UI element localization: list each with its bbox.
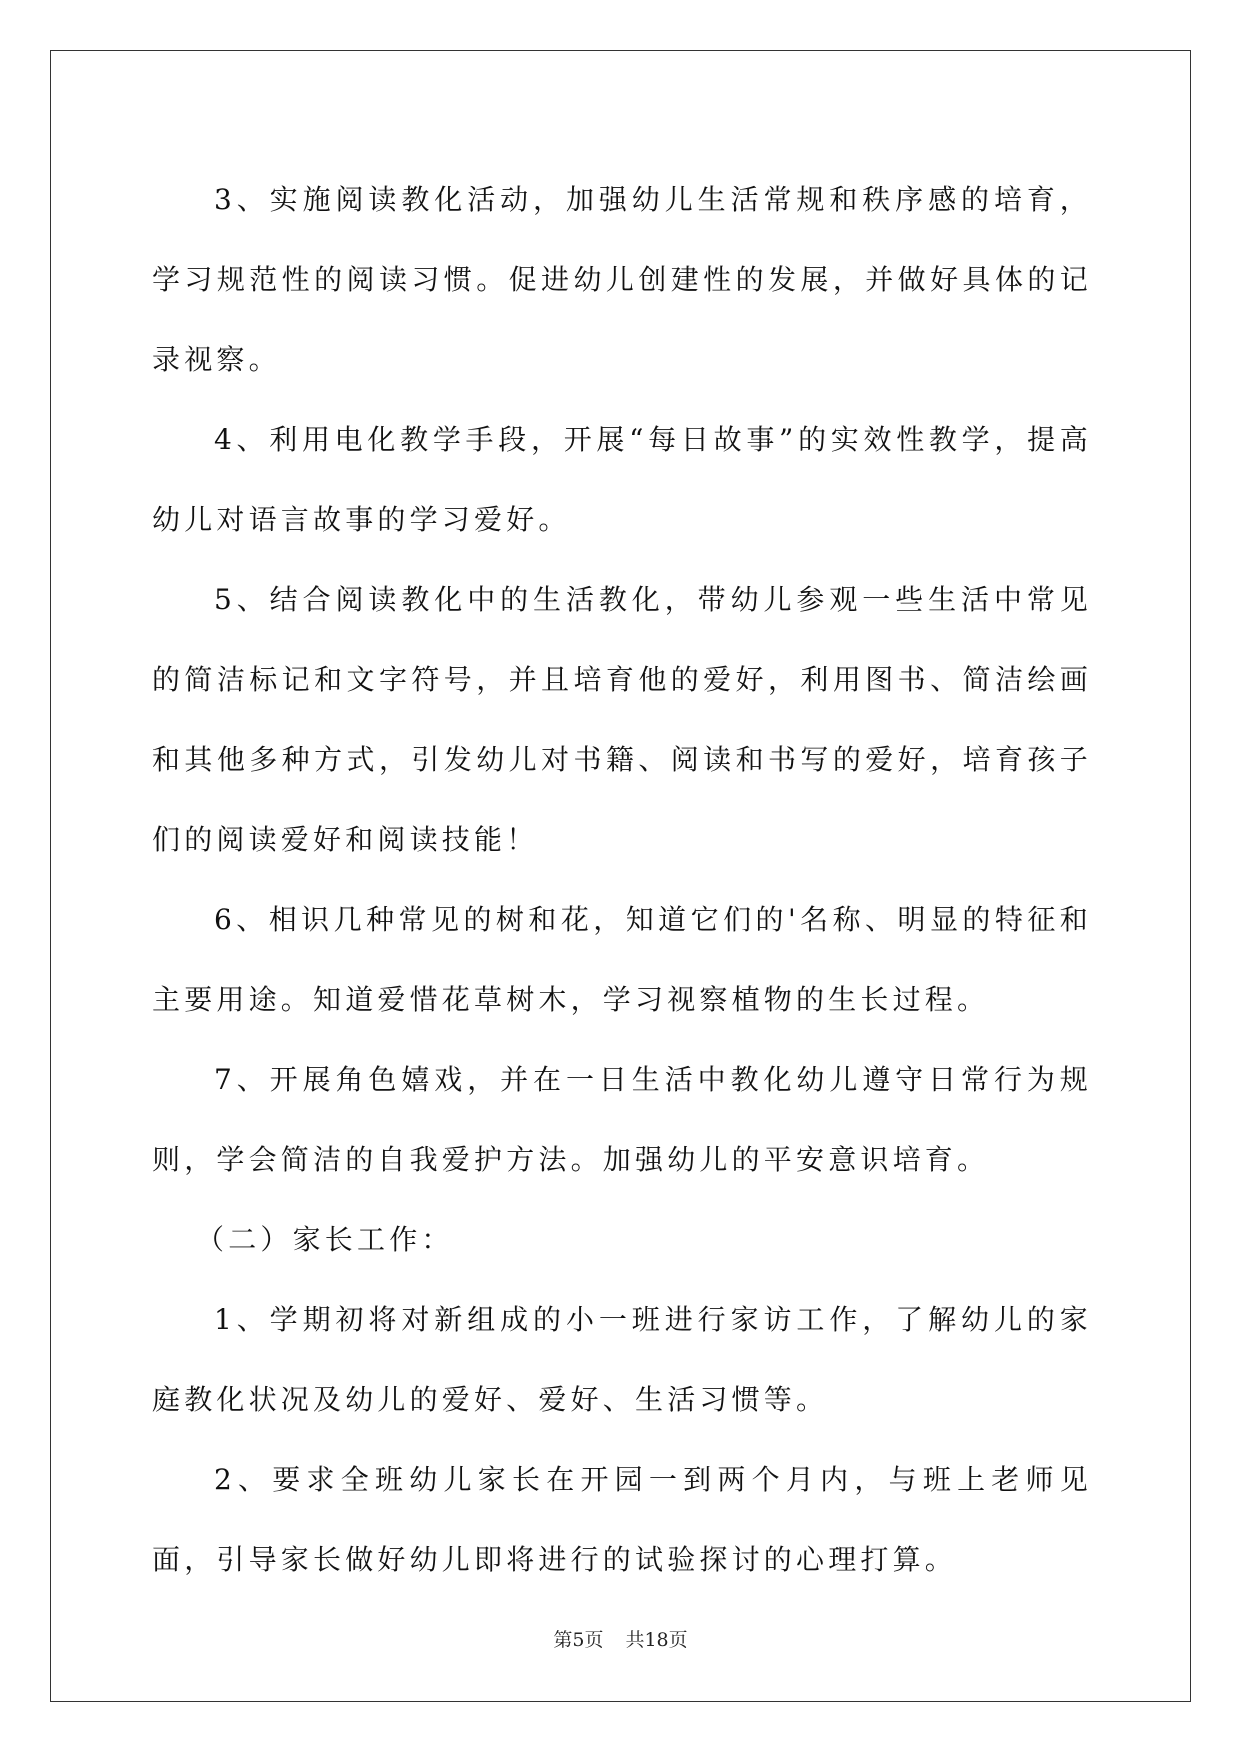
section-heading-parent-work: （二）家长工作：: [196, 1223, 454, 1256]
paragraph-item-3: 3、实施阅读教化活动，加强幼儿生活常规和秩序感的培育，学习规范性的阅读习惯。促进幼儿创建性的发展，并做好具体的记录视察。: [152, 183, 1092, 376]
page-total: 共18页: [625, 1629, 688, 1651]
paragraph-item-7: 7、开展角色嬉戏，并在一日生活中教化幼儿遵守日常行为规则，学会简洁的自我爱护方法。加强幼儿的平安意识培育。: [152, 1063, 1092, 1176]
paragraph-parent-2: 2、要求全班幼儿家长在开园一到两个月内，与班上老师见面，引导家长做好幼儿即将进行的试验探讨的心理打算。: [152, 1463, 1092, 1576]
paragraph-item-6: 6、相识几种常见的树和花，知道它们的'名称、明显的特征和主要用途。知道爱惜花草树木，学习视察植物的生长过程。: [152, 903, 1092, 1016]
paragraph-item-4: 4、利用电化教学手段，开展“每日故事”的实效性教学，提高幼儿对语言故事的学习爱好。: [152, 423, 1092, 536]
paragraph-item-5: 5、结合阅读教化中的生活教化，带幼儿参观一些生活中常见的简洁标记和文字符号，并且培育他的爱好，利用图书、简洁绘画和其他多种方式，引发幼儿对书籍、阅读和书写的爱好，培育孩子们的阅读爱好和阅读技能！: [152, 583, 1092, 856]
paragraph-parent-1: 1、学期初将对新组成的小一班进行家访工作，了解幼儿的家庭教化状况及幼儿的爱好、爱好、生活习惯等。: [152, 1303, 1092, 1416]
document-body: [152, 160, 1092, 1600]
page-footer: [0, 1625, 1241, 1652]
page-number: 第5页: [553, 1629, 604, 1651]
